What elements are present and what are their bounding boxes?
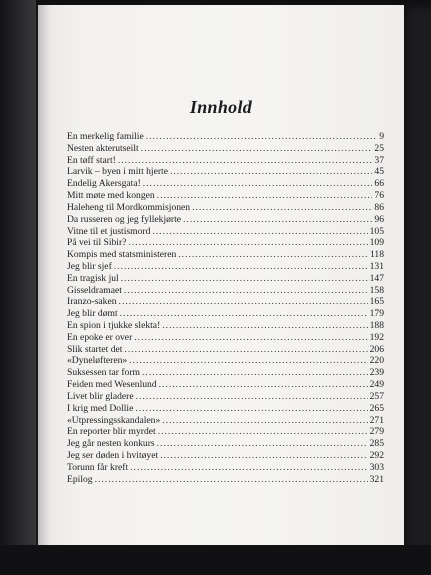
- toc-entry: [67, 438, 384, 450]
- toc-entry-page: 25: [374, 142, 384, 154]
- toc-entry-title: I krig med Dollie: [67, 402, 134, 414]
- page-title: Innhold: [189, 97, 253, 117]
- toc-entry-title: Larvik – byen i mitt hjerte: [67, 166, 168, 178]
- toc-dot-leader: [143, 178, 373, 190]
- toc-entry-title: Gisseldramaet: [67, 284, 122, 296]
- toc-dot-leader: [134, 332, 367, 344]
- toc-entry: [67, 462, 384, 474]
- toc-entry: [67, 426, 384, 438]
- toc-entry: [67, 474, 384, 486]
- toc-dot-leader: [192, 202, 372, 214]
- toc-entry: [67, 166, 384, 178]
- toc-dot-leader: [119, 296, 368, 308]
- toc-entry-title: Jeg ser døden i hvitøyet: [67, 449, 159, 461]
- toc-dot-leader: [141, 143, 373, 155]
- toc-entry-title: En merkelig familie: [67, 131, 144, 142]
- background-floor: [0, 545, 431, 575]
- toc-entry-title: En reporter blir myrdet: [67, 426, 156, 438]
- toc-entry-page: 109: [369, 237, 384, 249]
- toc-entry-title: En tragisk jul: [67, 272, 119, 284]
- toc-dot-leader: [120, 308, 368, 320]
- toc-entry: [67, 285, 384, 297]
- toc-entry: [67, 155, 384, 167]
- toc-entry-title: Epilog: [67, 473, 93, 485]
- toc-entry: [67, 143, 384, 155]
- toc-entry: [67, 332, 384, 344]
- toc-dot-leader: [157, 438, 368, 450]
- toc-entry-title: Jeg går nesten konkurs: [67, 438, 155, 450]
- toc-entry-page: 321: [369, 473, 384, 485]
- toc-dot-leader: [162, 415, 367, 427]
- toc-entry-title: Slik startet det: [67, 343, 123, 355]
- toc-entry-title: En epoke er over: [67, 331, 133, 343]
- toc-entry-page: 37: [374, 154, 384, 166]
- toc-entry: [67, 320, 384, 332]
- toc-entry: [67, 226, 384, 238]
- toc-entry: [67, 237, 384, 249]
- toc-entry: [67, 391, 384, 403]
- toc-dot-leader: [136, 391, 368, 403]
- toc-dot-leader: [124, 285, 368, 297]
- toc-dot-leader: [158, 426, 368, 438]
- facing-page-edge: [0, 0, 36, 575]
- toc-entry-title: En tøff start!: [67, 154, 116, 166]
- page-gutter-shadow: [38, 5, 50, 545]
- toc-entry-title: «Utpressingsskandalen»: [67, 414, 161, 426]
- toc-entry: [67, 190, 384, 202]
- toc-dot-leader: [121, 273, 368, 285]
- toc-entry-page: 165: [369, 296, 384, 308]
- toc-entry-page: 220: [369, 355, 384, 367]
- toc-entry-title: Mitt møte med kongen: [67, 190, 155, 202]
- toc-entry-title: Feiden med Wesenlund: [67, 379, 157, 391]
- toc-dot-leader: [178, 249, 368, 261]
- toc-dot-leader: [118, 155, 373, 167]
- toc-entry-page: 66: [374, 178, 384, 190]
- toc-dot-leader: [128, 237, 367, 249]
- toc-entry: [67, 367, 384, 379]
- toc-entry-title: En spion i tjukke slekta!: [67, 320, 161, 331]
- toc-entry: [67, 296, 384, 308]
- toc-entry-title: Endelig Akersgata!: [67, 178, 141, 190]
- toc-dot-leader: [129, 355, 367, 367]
- toc-entry: [67, 403, 384, 415]
- toc-entry: [67, 261, 384, 273]
- toc-entry-page: 86: [374, 201, 384, 213]
- toc-entry-page: 45: [374, 166, 384, 178]
- toc-entry-title: Da russeren og jeg fyllekjørte: [67, 213, 182, 225]
- toc-entry-page: 9: [379, 131, 384, 142]
- toc-entry-page: 105: [369, 225, 384, 237]
- toc-entry: [67, 450, 384, 462]
- toc-entry-title: «Dyneløfteren»: [67, 355, 128, 367]
- toc-entry-page: 76: [374, 190, 384, 202]
- toc-entry-page: 265: [369, 402, 384, 414]
- toc-entry-page: 285: [369, 438, 384, 450]
- toc-entry-page: 206: [369, 343, 384, 355]
- toc-entry-page: 257: [369, 390, 384, 402]
- toc-entry: [67, 249, 384, 261]
- toc-entry: [67, 355, 384, 367]
- toc-entry-page: 118: [369, 249, 384, 261]
- toc-dot-leader: [162, 320, 367, 332]
- toc-entry-title: Torunn får kreft: [67, 461, 129, 473]
- toc-entry: [67, 131, 384, 143]
- toc-entry: [67, 178, 384, 190]
- toc-entry-page: 188: [369, 320, 384, 331]
- toc-entry-page: 131: [369, 260, 384, 272]
- toc-dot-leader: [130, 462, 367, 474]
- toc-entry: [67, 415, 384, 427]
- toc-dot-leader: [124, 344, 367, 356]
- toc-dot-leader: [157, 190, 373, 202]
- toc-entry-title: Suksessen tar form: [67, 367, 141, 379]
- toc-entry-title: Jeg blir sjef: [67, 260, 112, 272]
- toc-entry: [67, 308, 384, 320]
- toc-entry-page: 303: [369, 461, 384, 473]
- toc-entry-page: 249: [369, 379, 384, 391]
- toc-entry: [67, 214, 384, 226]
- table-of-contents: [67, 131, 384, 485]
- toc-dot-leader: [152, 226, 367, 238]
- toc-entry-page: 271: [369, 414, 384, 426]
- toc-entry-title: Livet blir gladere: [67, 390, 134, 402]
- toc-entry-page: 158: [369, 284, 384, 296]
- toc-entry-title: Haleheng til Mordkommisjonen: [67, 201, 191, 213]
- toc-entry: [67, 379, 384, 391]
- toc-entry-page: 179: [369, 308, 384, 320]
- toc-entry-title: På vei til Sibir?: [67, 237, 127, 249]
- toc-entry-title: Jeg blir dømt: [67, 308, 118, 320]
- toc-dot-leader: [142, 367, 368, 379]
- toc-entry-page: 96: [374, 213, 384, 225]
- toc-entry-page: 192: [369, 331, 384, 343]
- toc-dot-leader: [146, 131, 377, 143]
- toc-entry: [67, 344, 384, 356]
- toc-dot-leader: [160, 450, 367, 462]
- toc-dot-leader: [183, 214, 372, 226]
- toc-dot-leader: [135, 403, 367, 415]
- toc-entry-title: Vitne til et justismord: [67, 225, 151, 237]
- toc-dot-leader: [170, 166, 372, 178]
- book-page: [38, 5, 404, 545]
- toc-entry-title: Iranzo-saken: [67, 296, 117, 308]
- toc-entry-page: 292: [369, 449, 384, 461]
- toc-entry: [67, 202, 384, 214]
- toc-entry: [67, 273, 384, 285]
- toc-dot-leader: [95, 474, 368, 486]
- toc-dot-leader: [114, 261, 368, 273]
- toc-entry-page: 147: [369, 272, 384, 284]
- toc-entry-title: Nesten akterutseilt: [67, 142, 139, 154]
- toc-entry-title: Kompis med statsministeren: [67, 249, 177, 261]
- toc-dot-leader: [159, 379, 368, 391]
- toc-entry-page: 279: [369, 426, 384, 438]
- toc-entry-page: 239: [369, 367, 384, 379]
